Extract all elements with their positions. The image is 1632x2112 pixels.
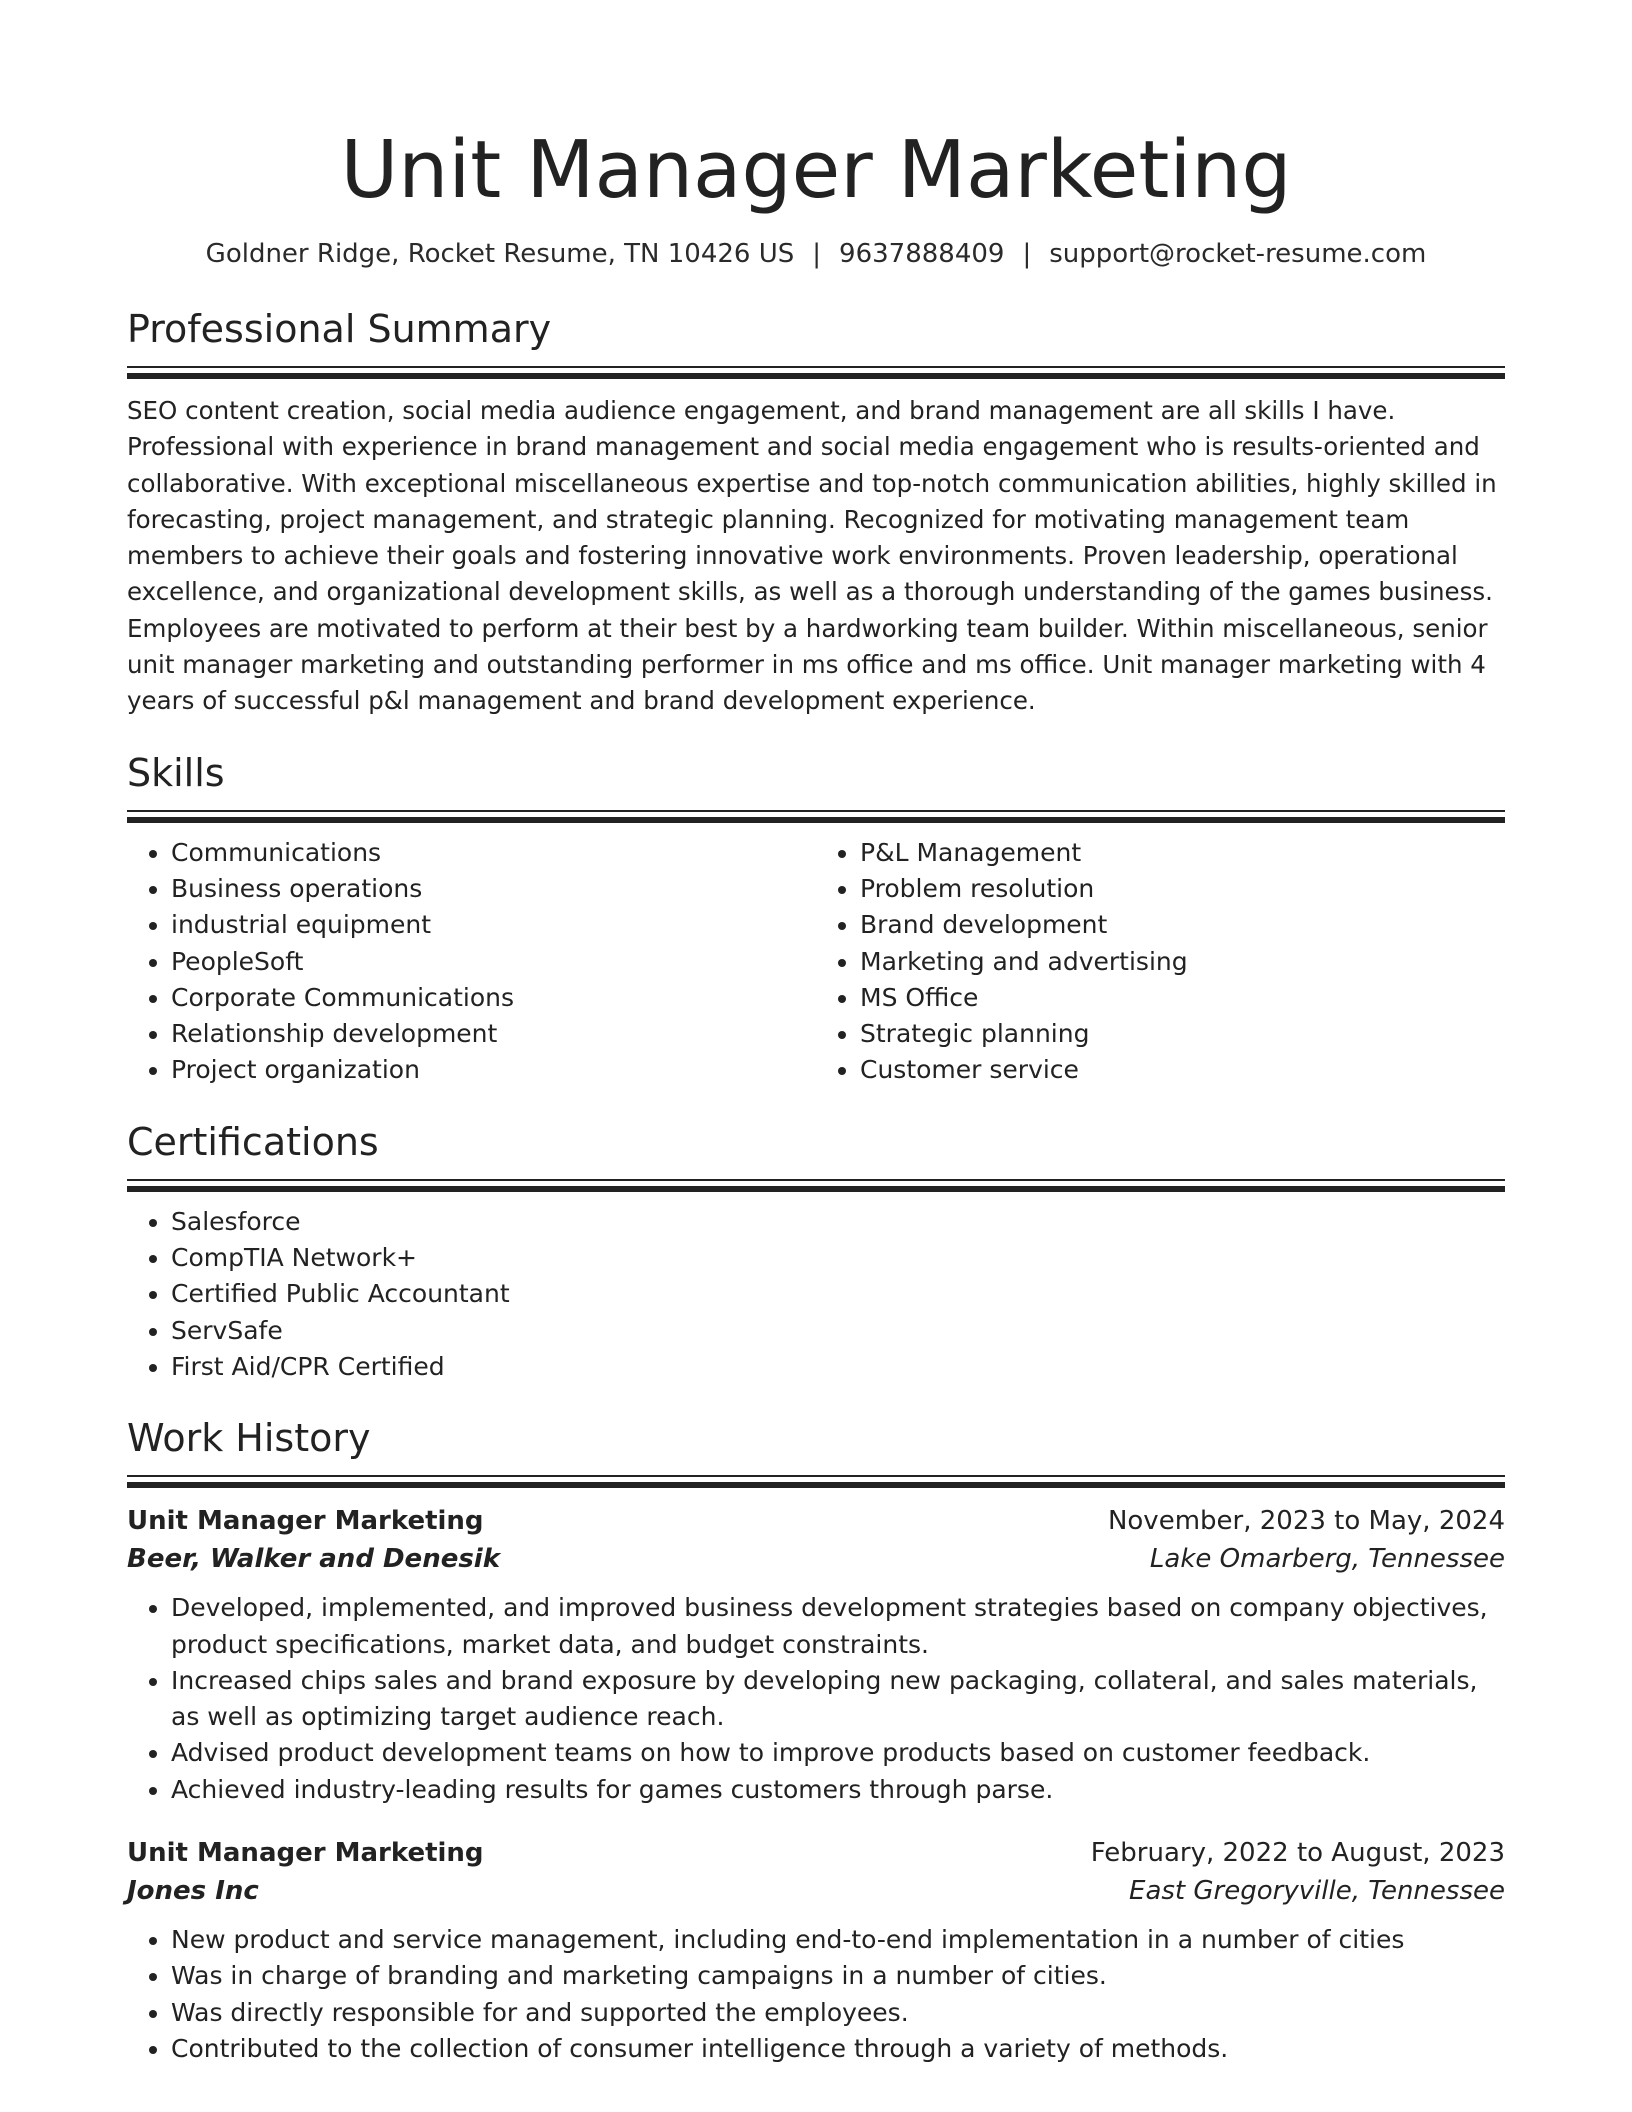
certifications-section	[127, 1119, 1505, 1385]
skill-item: • industrial equipment	[171, 907, 816, 943]
contact-email: support@rocket-resume.com	[1049, 239, 1427, 269]
contact-address: Goldner Ridge, Rocket Resume, TN 10426 US	[205, 239, 795, 269]
skill-item: • Brand development	[860, 907, 1505, 943]
skill-item: • Relationship development	[171, 1016, 816, 1052]
skills-heading: Skills	[127, 750, 225, 795]
summary-text: SEO content creation, social media audience engagement, and brand management are all skills I have. Professional with experience in brand management and social media engagement who is results-oriented and collaborative. With exceptional miscellaneous expertise and top-notch communication abilities, highly skilled in forecasting, project management, and strategic planning. Recognized for motivating management team members to achieve their goals and fostering innovative work environments. Proven leadership, operational excellence, and organizational development skills, as well as a thorough understanding of the games business. Employees are motivated to perform at their best by a hardworking team builder. Within miscellaneous, senior unit manager marketing and outstanding performer in ms office and ms office. Unit manager marketing with 4 years of successful p&l management and brand development experience.	[127, 396, 1497, 716]
skill-item: • Business operations	[171, 871, 816, 907]
skill-item: • PeopleSoft	[171, 944, 816, 980]
job-subheader	[127, 1872, 1505, 1910]
skill-item: • Marketing and advertising	[860, 944, 1505, 980]
certifications-heading: Certifications	[127, 1119, 379, 1164]
job-entry	[127, 1502, 1505, 1808]
work-history-heading: Work History	[127, 1416, 371, 1461]
skill-item: • Corporate Communications	[171, 980, 816, 1016]
job-company: Jones Inc	[127, 1876, 259, 1907]
job-title: Unit Manager Marketing	[127, 1506, 484, 1537]
job-company: Beer, Walker and Denesik	[127, 1544, 501, 1575]
work-history-section	[127, 1415, 1505, 2067]
certification-item: • Certified Public Accountant	[171, 1276, 1505, 1312]
job-bullet: • Developed, implemented, and improved business development strategies based on company objectives, product specifications, market data, and budget constraints.	[171, 1590, 1505, 1663]
contact-separator: |	[812, 239, 822, 269]
job-bullet: • Was in charge of branding and marketing campaigns in a number of cities.	[171, 1958, 1505, 1994]
section-divider	[127, 373, 1505, 379]
skill-item: • P&L Management	[860, 835, 1505, 871]
skill-item: • Customer service	[860, 1052, 1505, 1088]
skill-item: • Project organization	[171, 1052, 816, 1088]
section-divider	[127, 1482, 1505, 1488]
section-divider	[127, 1186, 1505, 1192]
certification-item: • CompTIA Network+	[171, 1240, 1505, 1276]
skills-list-left	[127, 835, 816, 1089]
job-bullet: • Achieved industry-leading results for games customers through parse.	[171, 1772, 1505, 1808]
section-divider	[127, 817, 1505, 823]
skills-section	[127, 750, 1505, 1089]
job-dates: February, 2022 to August, 2023	[1090, 1838, 1505, 1869]
section-divider	[127, 1475, 1505, 1477]
certification-item: • First Aid/CPR Certified	[171, 1349, 1505, 1385]
job-header	[127, 1834, 1505, 1872]
job-bullet: • Was directly responsible for and supported the employees.	[171, 1995, 1505, 2031]
job-title: Unit Manager Marketing	[127, 1838, 484, 1869]
job-subheader	[127, 1540, 1505, 1578]
job-bullets	[127, 1590, 1505, 1808]
skill-item: • Strategic planning	[860, 1016, 1505, 1052]
summary-section	[127, 306, 1505, 720]
job-entry	[127, 1834, 1505, 2067]
job-bullet: • Contributed to the collection of consumer intelligence through a variety of methods.	[171, 2031, 1505, 2067]
section-divider	[127, 1179, 1505, 1181]
job-header	[127, 1502, 1505, 1540]
skills-list-right	[816, 835, 1505, 1089]
skill-item: • MS Office	[860, 980, 1505, 1016]
job-dates: November, 2023 to May, 2024	[1107, 1506, 1505, 1537]
certification-item: • Salesforce	[171, 1204, 1505, 1240]
job-bullet: • Advised product development teams on how to improve products based on customer feedback.	[171, 1735, 1505, 1771]
certifications-list	[127, 1204, 1505, 1385]
skill-item: • Problem resolution	[860, 871, 1505, 907]
job-bullet: • Increased chips sales and brand exposure by developing new packaging, collateral, and sales materials, as well as optimizing target audience reach.	[171, 1663, 1505, 1736]
skills-columns	[127, 835, 1505, 1089]
section-divider	[127, 810, 1505, 812]
contact-separator: |	[1022, 239, 1032, 269]
job-location: Lake Omarberg, Tennessee	[1149, 1544, 1505, 1575]
skill-item: • Communications	[171, 835, 816, 871]
job-bullets	[127, 1922, 1505, 2067]
job-location: East Gregoryville, Tennessee	[1129, 1876, 1505, 1907]
section-divider	[127, 366, 1505, 368]
summary-heading: Professional Summary	[127, 307, 552, 351]
job-bullet: • New product and service management, including end-to-end implementation in a number of cities	[171, 1922, 1505, 1958]
resume-name: Unit Manager Marketing	[340, 124, 1292, 216]
certification-item: • ServSafe	[171, 1313, 1505, 1349]
contact-phone: 9637888409	[839, 239, 1005, 269]
contact-line	[127, 236, 1505, 272]
